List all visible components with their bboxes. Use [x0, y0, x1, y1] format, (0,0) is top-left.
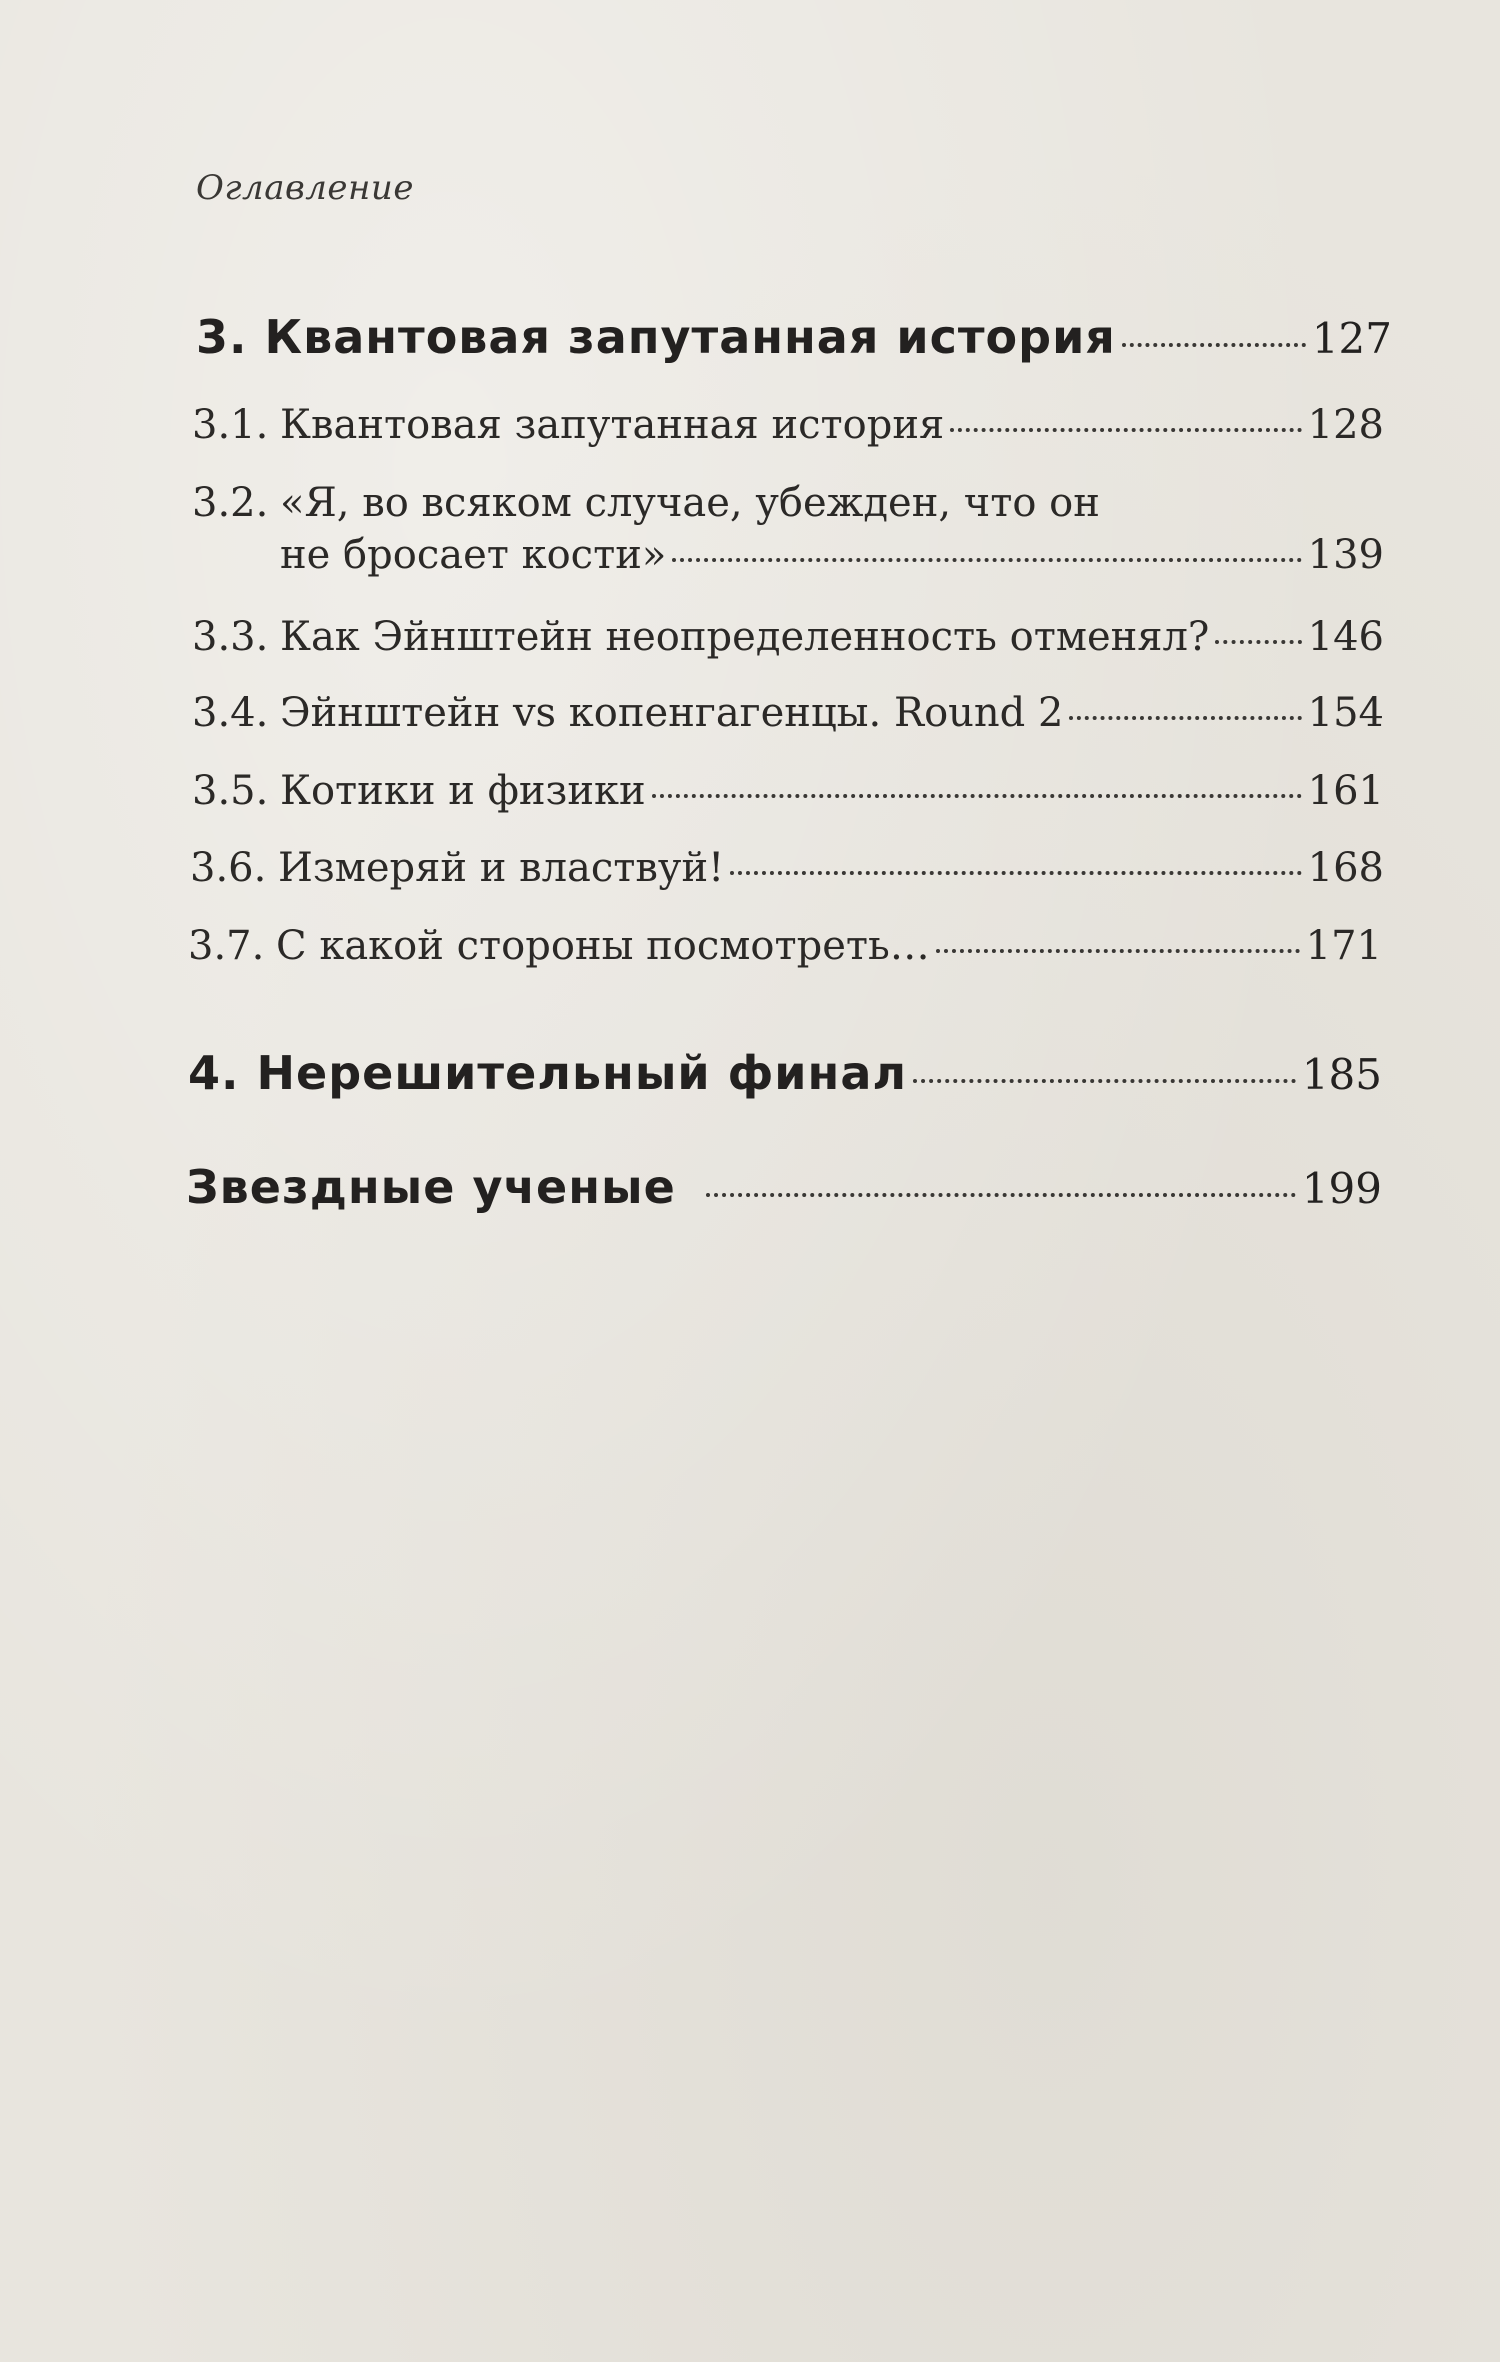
toc-chapter-3: [196, 310, 1392, 364]
section-text: Эйнштейн vs копенгагенцы. Round 2: [280, 690, 1064, 736]
chapter-title: 4. Нерешительный финал: [188, 1046, 908, 1100]
section-number: 3.6.: [190, 845, 267, 891]
chapter-title: Звездные ученые: [186, 1160, 676, 1214]
chapter-title: 3. Квантовая запутанная история: [196, 310, 1116, 364]
section-text-line-1: «Я, во всяком случае, убежден, что он: [280, 480, 1100, 526]
section-number: 3.5.: [192, 768, 269, 814]
page-number: 199: [1301, 1164, 1382, 1213]
dot-leader: [1215, 640, 1301, 644]
section-text: Как Эйнштейн неопределенность отменял?: [280, 614, 1210, 660]
section-number: 3.3.: [192, 614, 269, 660]
toc-section-3-3: [192, 614, 1384, 660]
dot-leader: [672, 558, 1301, 562]
toc-section-3-4: [192, 690, 1384, 736]
page-number: 171: [1305, 923, 1382, 969]
section-number: 3.7.: [188, 923, 265, 969]
section-text-line-2: не бросает кости»: [280, 532, 667, 578]
section-title: [192, 614, 1209, 660]
page-number: 154: [1307, 690, 1384, 736]
toc-section-3-6: [190, 845, 1384, 891]
section-text: Котики и физики: [280, 768, 646, 814]
running-head: Оглавление: [196, 168, 414, 208]
page-number: 161: [1307, 768, 1384, 814]
page-number: 185: [1301, 1050, 1382, 1099]
page-number: 146: [1307, 614, 1384, 660]
section-text: Квантовая запутанная история: [280, 402, 945, 448]
toc-chapter-4: [188, 1046, 1382, 1100]
page-number: 128: [1307, 402, 1384, 448]
page-number: 127: [1311, 314, 1392, 363]
section-number: 3.4.: [192, 690, 269, 736]
section-title: [192, 690, 1063, 736]
dot-leader: [1122, 343, 1306, 347]
dot-leader: [913, 1079, 1296, 1083]
dot-leader: [950, 428, 1301, 432]
section-number: 3.2.: [192, 480, 269, 526]
dot-leader: [652, 794, 1302, 798]
section-title-line-1: [192, 480, 1384, 526]
section-title: [190, 845, 724, 891]
section-title-line-2: [280, 532, 1384, 578]
section-text: Измеряй и властвуй!: [278, 845, 725, 891]
page-number: 139: [1307, 532, 1384, 578]
toc-section-3-1: [192, 402, 1384, 448]
section-title: [188, 923, 930, 969]
section-title: [192, 768, 646, 814]
toc-section-3-2: [192, 480, 1384, 578]
dot-leader: [706, 1193, 1296, 1197]
section-number: 3.1.: [192, 402, 269, 448]
dot-leader: [936, 949, 1300, 953]
dot-leader: [730, 871, 1301, 875]
page-number: 168: [1307, 845, 1384, 891]
toc-star-scientists: [186, 1160, 1382, 1214]
toc-section-3-5: [192, 768, 1384, 814]
dot-leader: [1069, 716, 1301, 720]
section-text: С какой стороны посмотреть…: [276, 923, 930, 969]
toc-section-3-7: [188, 923, 1382, 969]
section-title: [192, 402, 944, 448]
